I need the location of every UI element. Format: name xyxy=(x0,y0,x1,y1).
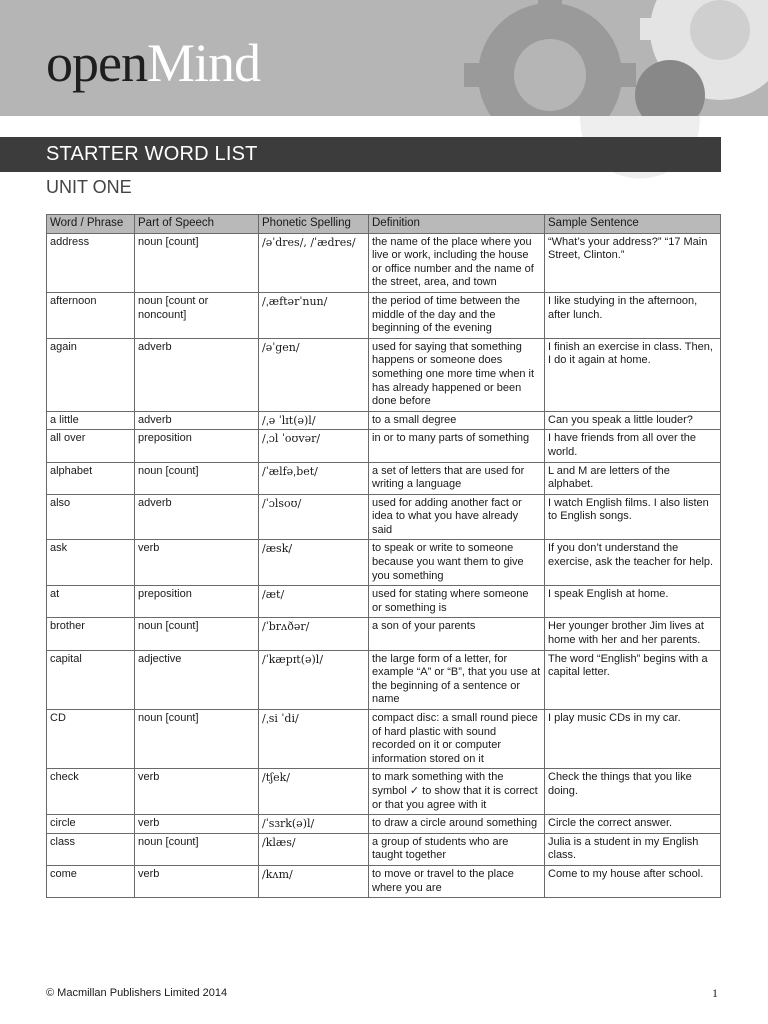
table-row xyxy=(47,769,721,815)
phonetic-cell: /æt/ xyxy=(259,586,369,618)
phonetic-cell: /ˈsɜrk(ə)l/ xyxy=(259,815,369,834)
phonetic-cell: /kʌm/ xyxy=(259,865,369,897)
table-row xyxy=(47,833,721,865)
definition-cell: to speak or write to someone because you want them to give you something xyxy=(369,540,545,586)
word-cell: at xyxy=(47,586,135,618)
pos-cell: noun [count] xyxy=(135,833,259,865)
definition-cell: a set of letters that are used for writing a language xyxy=(369,462,545,494)
sample-cell: I finish an exercise in class. Then, I do it again at home. xyxy=(545,338,721,411)
pos-cell: noun [count or noncount] xyxy=(135,292,259,338)
definition-cell: in or to many parts of something xyxy=(369,430,545,462)
copyright-notice: © Macmillan Publishers Limited 2014 xyxy=(46,987,228,999)
sample-cell: I speak English at home. xyxy=(545,586,721,618)
pos-cell: verb xyxy=(135,865,259,897)
pos-cell: adverb xyxy=(135,411,259,430)
phonetic-cell: /ˌæftərˈnun/ xyxy=(259,292,369,338)
brand-logo xyxy=(46,33,260,93)
table-header-row xyxy=(47,215,721,234)
definition-cell: the name of the place where you live or work, including the house or office number and the name of the street, area, and town xyxy=(369,233,545,292)
definition-cell: the large form of a letter, for example “A” or “B”, that you use at the beginning of a sentence or name xyxy=(369,650,545,709)
table-row xyxy=(47,586,721,618)
phonetic-cell: /ˌɔl ˈoʊvər/ xyxy=(259,430,369,462)
pos-cell: noun [count] xyxy=(135,462,259,494)
pos-cell: preposition xyxy=(135,586,259,618)
word-cell: afternoon xyxy=(47,292,135,338)
phonetic-cell: /tʃek/ xyxy=(259,769,369,815)
logo-part-open: open xyxy=(46,33,147,93)
phonetic-cell: /ˈbrʌðər/ xyxy=(259,618,369,650)
word-cell: CD xyxy=(47,710,135,769)
pos-cell: adverb xyxy=(135,494,259,540)
pos-cell: preposition xyxy=(135,430,259,462)
word-cell: class xyxy=(47,833,135,865)
table-row xyxy=(47,650,721,709)
word-cell: come xyxy=(47,865,135,897)
definition-cell: used for saying that something happens or someone does something one more time when it has already happened or been done before xyxy=(369,338,545,411)
pos-cell: noun [count] xyxy=(135,233,259,292)
word-cell: also xyxy=(47,494,135,540)
pos-cell: adverb xyxy=(135,338,259,411)
phonetic-cell: /ˌə ˈlɪt(ə)l/ xyxy=(259,411,369,430)
page-number: 1 xyxy=(712,986,718,1000)
phonetic-cell: /ˈælfəˌbet/ xyxy=(259,462,369,494)
sample-cell: Check the things that you like doing. xyxy=(545,769,721,815)
word-cell: brother xyxy=(47,618,135,650)
table-row xyxy=(47,494,721,540)
definition-cell: a son of your parents xyxy=(369,618,545,650)
sample-cell: I like studying in the afternoon, after lunch. xyxy=(545,292,721,338)
logo-part-mind: Mind xyxy=(146,33,260,93)
table-row xyxy=(47,618,721,650)
sample-cell: If you don’t understand the exercise, ask the teacher for help. xyxy=(545,540,721,586)
phonetic-cell: /klæs/ xyxy=(259,833,369,865)
table-row xyxy=(47,411,721,430)
table-row xyxy=(47,865,721,897)
word-cell: address xyxy=(47,233,135,292)
gears-decoration-icon xyxy=(420,0,768,116)
phonetic-cell: /ˈɔlsoʊ/ xyxy=(259,494,369,540)
sample-cell: I watch English films. I also listen to English songs. xyxy=(545,494,721,540)
sample-cell: “What’s your address?” “17 Main Street, Clinton.” xyxy=(545,233,721,292)
pos-cell: verb xyxy=(135,815,259,834)
sample-cell: The word “English” begins with a capital letter. xyxy=(545,650,721,709)
unit-heading: UNIT ONE xyxy=(46,177,132,197)
title-bar xyxy=(0,137,721,172)
pos-cell: verb xyxy=(135,769,259,815)
table-row xyxy=(47,710,721,769)
table-row xyxy=(47,815,721,834)
column-header-word: Word / Phrase xyxy=(47,215,135,234)
table-row xyxy=(47,430,721,462)
sample-cell: Her younger brother Jim lives at home with her and her parents. xyxy=(545,618,721,650)
phonetic-cell: /ˈkæpɪt(ə)l/ xyxy=(259,650,369,709)
table-row xyxy=(47,540,721,586)
word-cell: alphabet xyxy=(47,462,135,494)
sample-cell: Julia is a student in my English class. xyxy=(545,833,721,865)
definition-cell: compact disc: a small round piece of hard plastic with sound recorded on it or computer information stored on it xyxy=(369,710,545,769)
pos-cell: noun [count] xyxy=(135,618,259,650)
definition-cell: to a small degree xyxy=(369,411,545,430)
definition-cell: to draw a circle around something xyxy=(369,815,545,834)
page-title: STARTER WORD LIST xyxy=(46,143,258,165)
phonetic-cell: /æsk/ xyxy=(259,540,369,586)
phonetic-cell: /ˌsi ˈdi/ xyxy=(259,710,369,769)
sample-cell: L and M are letters of the alphabet. xyxy=(545,462,721,494)
table-row xyxy=(47,462,721,494)
column-header-pos: Part of Speech xyxy=(135,215,259,234)
definition-cell: used for stating where someone or something is xyxy=(369,586,545,618)
word-list-table xyxy=(46,214,721,898)
sample-cell: Circle the correct answer. xyxy=(545,815,721,834)
word-cell: check xyxy=(47,769,135,815)
pos-cell: noun [count] xyxy=(135,710,259,769)
column-header-phonetic: Phonetic Spelling xyxy=(259,215,369,234)
sample-cell: I have friends from all over the world. xyxy=(545,430,721,462)
phonetic-cell: /əˈdres/, /ˈædres/ xyxy=(259,233,369,292)
table-row xyxy=(47,292,721,338)
word-cell: again xyxy=(47,338,135,411)
table-row xyxy=(47,233,721,292)
definition-cell: used for adding another fact or idea to what you have already said xyxy=(369,494,545,540)
word-cell: all over xyxy=(47,430,135,462)
pos-cell: verb xyxy=(135,540,259,586)
word-cell: a little xyxy=(47,411,135,430)
definition-cell: to move or travel to the place where you are xyxy=(369,865,545,897)
definition-cell: the period of time between the middle of the day and the beginning of the evening xyxy=(369,292,545,338)
definition-cell: to mark something with the symbol ✓ to show that it is correct or that you agree with it xyxy=(369,769,545,815)
definition-cell: a group of students who are taught together xyxy=(369,833,545,865)
sample-cell: I play music CDs in my car. xyxy=(545,710,721,769)
pos-cell: adjective xyxy=(135,650,259,709)
phonetic-cell: /əˈgen/ xyxy=(259,338,369,411)
table-row xyxy=(47,338,721,411)
sample-cell: Can you speak a little louder? xyxy=(545,411,721,430)
header-band xyxy=(0,0,768,116)
word-cell: circle xyxy=(47,815,135,834)
word-cell: ask xyxy=(47,540,135,586)
sample-cell: Come to my house after school. xyxy=(545,865,721,897)
column-header-sample: Sample Sentence xyxy=(545,215,721,234)
column-header-definition: Definition xyxy=(369,215,545,234)
word-cell: capital xyxy=(47,650,135,709)
